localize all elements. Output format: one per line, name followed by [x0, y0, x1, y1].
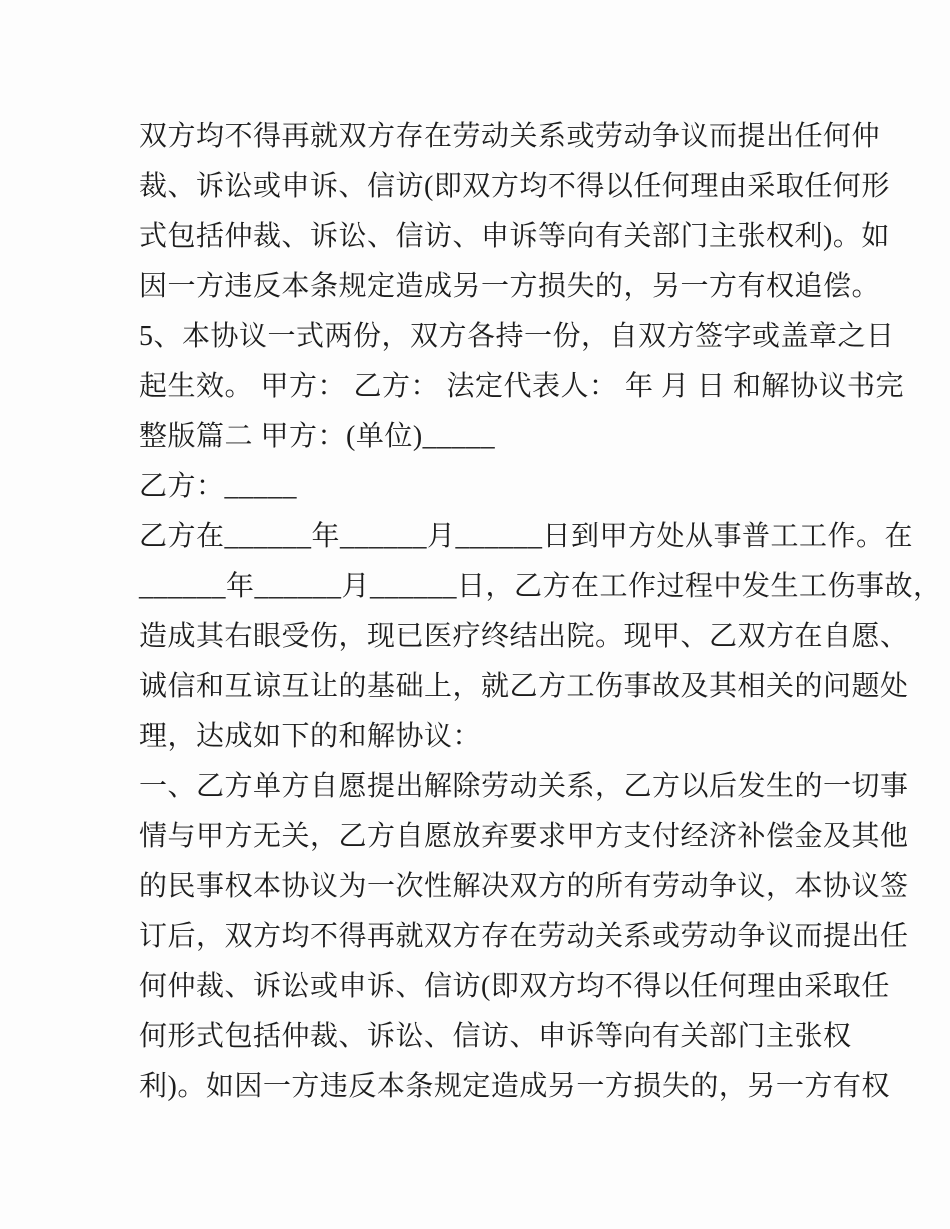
agreement-text-line: 诚信和互谅互让的基础上，就乙方工伤事故及其相关的问题处: [139, 671, 909, 702]
agreement-text-line: 一、乙方单方自愿提出解除劳动关系，乙方以后发生的一切事: [139, 771, 909, 802]
agreement-text-block: [139, 112, 942, 1112]
agreement-text-line: 乙方：_____: [139, 471, 298, 502]
agreement-text-line: 起生效。 甲方： 乙方： 法定代表人： 年 月 日 和解协议书完: [139, 371, 905, 402]
agreement-text-line: 裁、诉讼或申诉、信访(即双方均不得以任何理由采取任何形: [139, 171, 890, 202]
agreement-text-line: 整版篇二 甲方：(单位)_____: [139, 421, 496, 452]
agreement-text-line: 何形式包括仲裁、诉讼、信访、申诉等向有关部门主张权: [139, 1021, 852, 1052]
agreement-text-line: 双方均不得再就双方存在劳动关系或劳动争议而提出任何仲: [139, 121, 881, 152]
agreement-text-line: 因一方违反本条规定造成另一方损失的，另一方有权追偿。: [139, 271, 881, 302]
agreement-text-line: 何仲裁、诉讼或申诉、信访(即双方均不得以任何理由采取任: [139, 971, 890, 1002]
agreement-text-line: 的民事权本协议为一次性解决双方的所有劳动争议，本协议签: [139, 871, 909, 902]
agreement-text-line: 情与甲方无关，乙方自愿放弃要求甲方支付经济补偿金及其他: [139, 821, 909, 852]
agreement-text-line: 式包括仲裁、诉讼、信访、申诉等向有关部门主张权利)。如: [139, 221, 890, 252]
agreement-text-line: 订后，双方均不得再就双方存在劳动关系或劳动争议而提出任: [139, 921, 909, 952]
agreement-text-line: 理，达成如下的和解协议：: [139, 721, 482, 752]
agreement-text-line: 5、本协议一式两份，双方各持一份，自双方签字或盖章之日: [139, 321, 895, 352]
agreement-text-line: 造成其右眼受伤，现已医疗终结出院。现甲、乙双方在自愿、: [139, 621, 909, 652]
agreement-text-line: ______年______月______日，乙方在工作过程中发生工伤事故，: [139, 571, 942, 602]
agreement-text-line: 利)。如因一方违反本条规定造成另一方损失的，另一方有权: [139, 1071, 890, 1102]
agreement-text-line: 乙方在______年______月______日到甲方处从事普工工作。在: [139, 521, 914, 552]
